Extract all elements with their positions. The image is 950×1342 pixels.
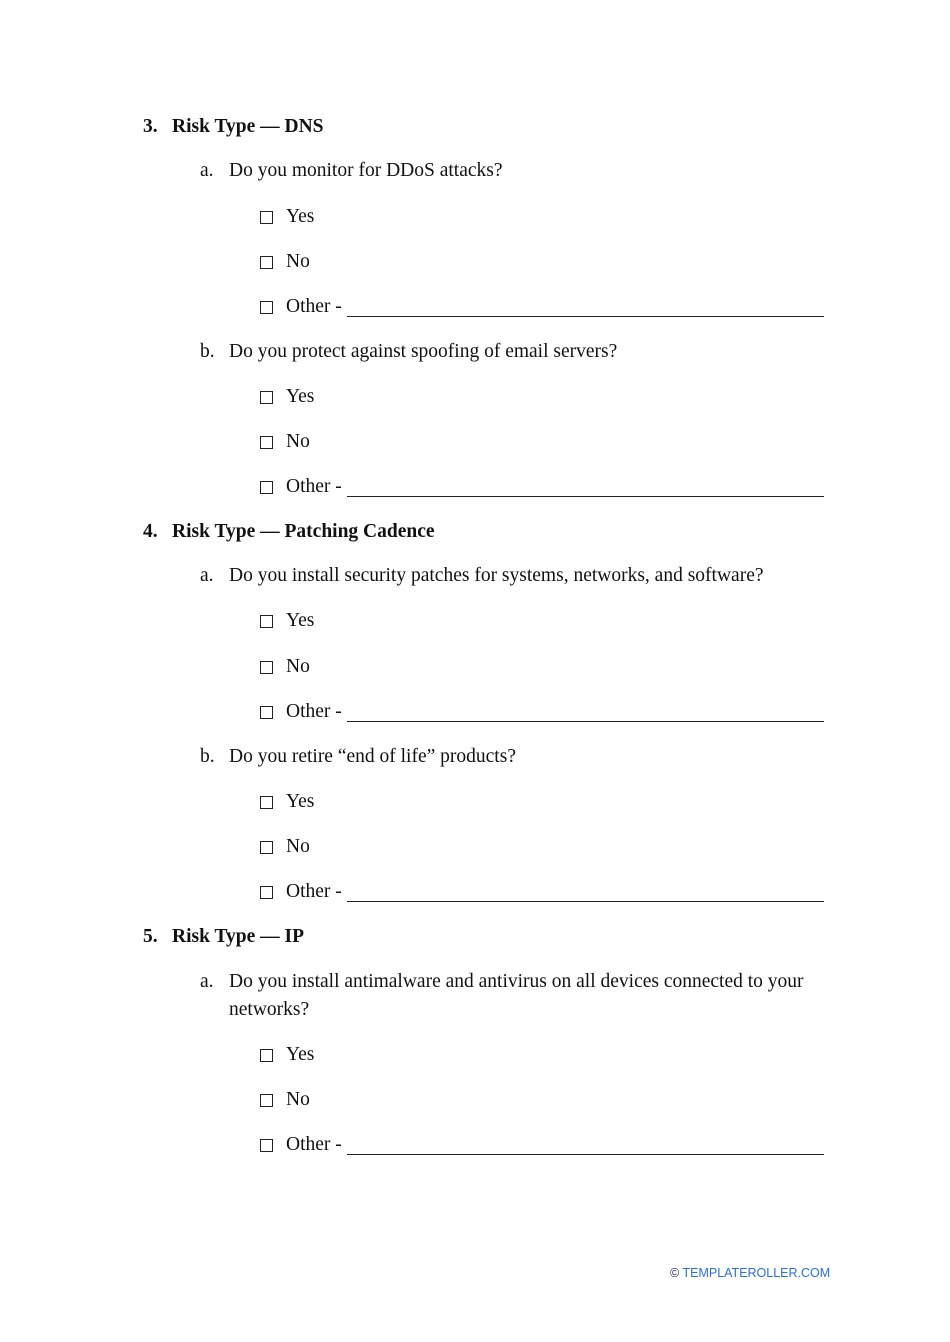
question-letter: a. <box>200 971 214 992</box>
other-text-blank[interactable] <box>347 883 824 902</box>
other-checkbox[interactable] <box>260 706 273 719</box>
other-checkbox[interactable] <box>260 886 273 899</box>
question-letter: a. <box>200 565 214 586</box>
option-label: Yes <box>286 386 315 407</box>
option-other[interactable] <box>260 476 824 498</box>
question-letter: a. <box>200 160 214 181</box>
option-label: Other - <box>286 1134 342 1155</box>
templateroller-link[interactable]: TEMPLATEROLLER.COM <box>682 1266 831 1280</box>
section-title: Risk Type — IP <box>172 926 305 947</box>
no-checkbox[interactable] <box>260 841 273 854</box>
option-label: No <box>286 836 310 857</box>
question-4b <box>200 743 810 771</box>
option-label: Other - <box>286 476 342 497</box>
option-label: Other - <box>286 701 342 722</box>
no-checkbox[interactable] <box>260 436 273 449</box>
option-yes[interactable] <box>260 1044 314 1066</box>
question-text: Do you monitor for DDoS attacks? <box>229 160 503 181</box>
option-label: Other - <box>286 881 342 902</box>
option-other[interactable] <box>260 881 824 903</box>
option-label: No <box>286 1089 310 1110</box>
yes-checkbox[interactable] <box>260 796 273 809</box>
option-label: No <box>286 251 310 272</box>
question-5a <box>200 968 810 1024</box>
option-yes[interactable] <box>260 206 314 228</box>
option-no[interactable] <box>260 251 310 273</box>
other-checkbox[interactable] <box>260 1139 273 1152</box>
option-other[interactable] <box>260 296 824 318</box>
question-4a <box>200 562 810 590</box>
section-number: 4. <box>143 521 158 542</box>
yes-checkbox[interactable] <box>260 1049 273 1062</box>
no-checkbox[interactable] <box>260 1094 273 1107</box>
footer-credit <box>670 1266 830 1280</box>
question-letter: b. <box>200 341 215 362</box>
option-label: Other - <box>286 296 342 317</box>
section-heading-4 <box>143 521 435 543</box>
yes-checkbox[interactable] <box>260 211 273 224</box>
other-checkbox[interactable] <box>260 301 273 314</box>
other-text-blank[interactable] <box>347 1136 824 1155</box>
no-checkbox[interactable] <box>260 661 273 674</box>
question-text: Do you install security patches for systems, networks, and software? <box>229 565 764 586</box>
option-other[interactable] <box>260 1134 824 1156</box>
option-other[interactable] <box>260 701 824 723</box>
no-checkbox[interactable] <box>260 256 273 269</box>
other-text-blank[interactable] <box>347 298 824 317</box>
question-text: Do you retire “end of life” products? <box>229 746 516 767</box>
section-title: Risk Type — Patching Cadence <box>172 521 435 542</box>
section-heading-5 <box>143 926 304 948</box>
option-label: Yes <box>286 1044 315 1065</box>
option-no[interactable] <box>260 836 310 858</box>
option-label: Yes <box>286 610 315 631</box>
section-heading-3 <box>143 116 324 138</box>
copyright-symbol: © <box>670 1266 680 1280</box>
yes-checkbox[interactable] <box>260 391 273 404</box>
option-label: Yes <box>286 791 315 812</box>
option-label: No <box>286 431 310 452</box>
question-text: Do you install antimalware and antivirus on all devices connected to your networks? <box>229 971 804 1020</box>
option-no[interactable] <box>260 656 310 678</box>
other-text-blank[interactable] <box>347 478 824 497</box>
question-3b <box>200 338 810 366</box>
section-number: 3. <box>143 116 158 137</box>
option-no[interactable] <box>260 1089 310 1111</box>
other-checkbox[interactable] <box>260 481 273 494</box>
option-yes[interactable] <box>260 610 314 632</box>
yes-checkbox[interactable] <box>260 615 273 628</box>
section-title: Risk Type — DNS <box>172 116 324 137</box>
option-yes[interactable] <box>260 386 314 408</box>
option-label: Yes <box>286 206 315 227</box>
other-text-blank[interactable] <box>347 703 824 722</box>
option-yes[interactable] <box>260 791 314 813</box>
question-text: Do you protect against spoofing of email servers? <box>229 341 618 362</box>
question-3a <box>200 157 810 185</box>
option-no[interactable] <box>260 431 310 453</box>
option-label: No <box>286 656 310 677</box>
section-number: 5. <box>143 926 158 947</box>
question-letter: b. <box>200 746 215 767</box>
